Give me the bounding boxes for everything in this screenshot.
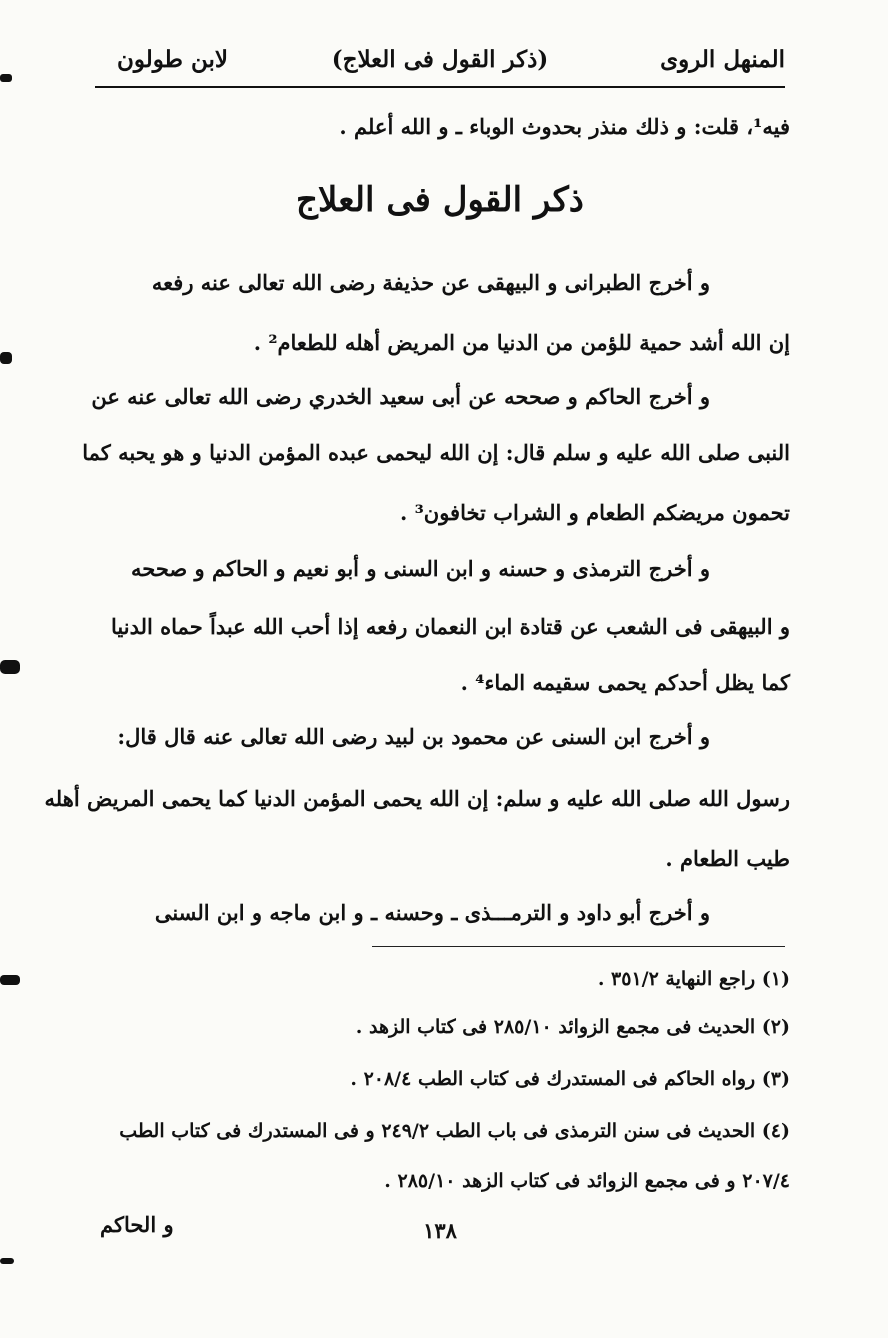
intro-line: فيه¹، قلت: و ذلك منذر بحدوث الوباء ـ و الله أعلم . xyxy=(339,114,790,139)
body-line: إن الله أشد حمية للؤمن من الدنيا من المريض أهله للطعام² . xyxy=(253,330,790,355)
body-line: و أخرج ابن السنى عن محمود بن لبيد رضى الله تعالى عنه قال قال: xyxy=(117,724,710,749)
footnote: (١) راجع النهاية ٣٥١/٢ . xyxy=(597,968,790,990)
running-header xyxy=(95,40,785,80)
footnote: (٤) الحديث فى سنن الترمذى فى باب الطب ٢٤٩/٢ و فى المستدرك فى كتاب الطب xyxy=(119,1120,790,1142)
body-line: و أخرج الطبرانى و البيهقى عن حذيفة رضى الله تعالى عنه رفعه xyxy=(151,270,710,295)
scan-mark xyxy=(0,352,12,364)
body-line: و أخرج الحاكم و صححه عن أبى سعيد الخدري رضى الله تعالى عنه عن xyxy=(91,384,710,409)
scan-mark xyxy=(0,1258,14,1264)
body-line: تحمون مريضكم الطعام و الشراب تخافون³ . xyxy=(399,500,790,525)
header-section-title: (ذكر القول فى العلاج) xyxy=(331,46,549,73)
catchword: و الحاكم xyxy=(100,1212,174,1237)
footnote: ٢٠٧/٤ و فى مجمع الزوائد فى كتاب الزهد ٢٨٥/١٠ . xyxy=(384,1170,790,1192)
scan-mark xyxy=(0,74,12,82)
footnote: (٣) رواه الحاكم فى المستدرك فى كتاب الطب ٢٠٨/٤ . xyxy=(350,1068,790,1090)
body-line: كما يظل أحدكم يحمى سقيمه الماء⁴ . xyxy=(460,670,790,695)
header-rule xyxy=(95,86,785,88)
body-line: و أخرج الترمذى و حسنه و ابن السنى و أبو نعيم و الحاكم و صححه xyxy=(131,556,710,581)
footnote: (٢) الحديث فى مجمع الزوائد ٢٨٥/١٠ فى كتاب الزهد . xyxy=(355,1016,790,1038)
header-author: لابن طولون xyxy=(117,46,229,73)
header-book-title: المنهل الروى xyxy=(660,46,785,73)
body-line: طيب الطعام . xyxy=(665,846,790,871)
body-line: و أخرج أبو داود و الترمـــذى ـ وحسنه ـ و ابن ماجه و ابن السنى xyxy=(154,900,710,925)
body-line: النبى صلى الله عليه و سلم قال: إن الله ليحمى عبده المؤمن الدنيا و هو يحبه كما xyxy=(82,440,790,465)
body-line: و البيهقى فى الشعب عن قتادة ابن النعمان رفعه إذا أحب الله عبداً حماه الدنيا xyxy=(111,614,790,639)
body-line: رسول الله صلى الله عليه و سلم: إن الله يحمى المؤمن الدنيا كما يحمى المريض أهله xyxy=(44,786,790,811)
section-title: ذكر القول فى العلاج xyxy=(296,180,584,220)
scan-mark xyxy=(0,975,20,985)
page-number: ١٣٨ xyxy=(423,1218,457,1243)
scan-mark xyxy=(0,660,20,674)
footnote-rule xyxy=(372,946,785,947)
